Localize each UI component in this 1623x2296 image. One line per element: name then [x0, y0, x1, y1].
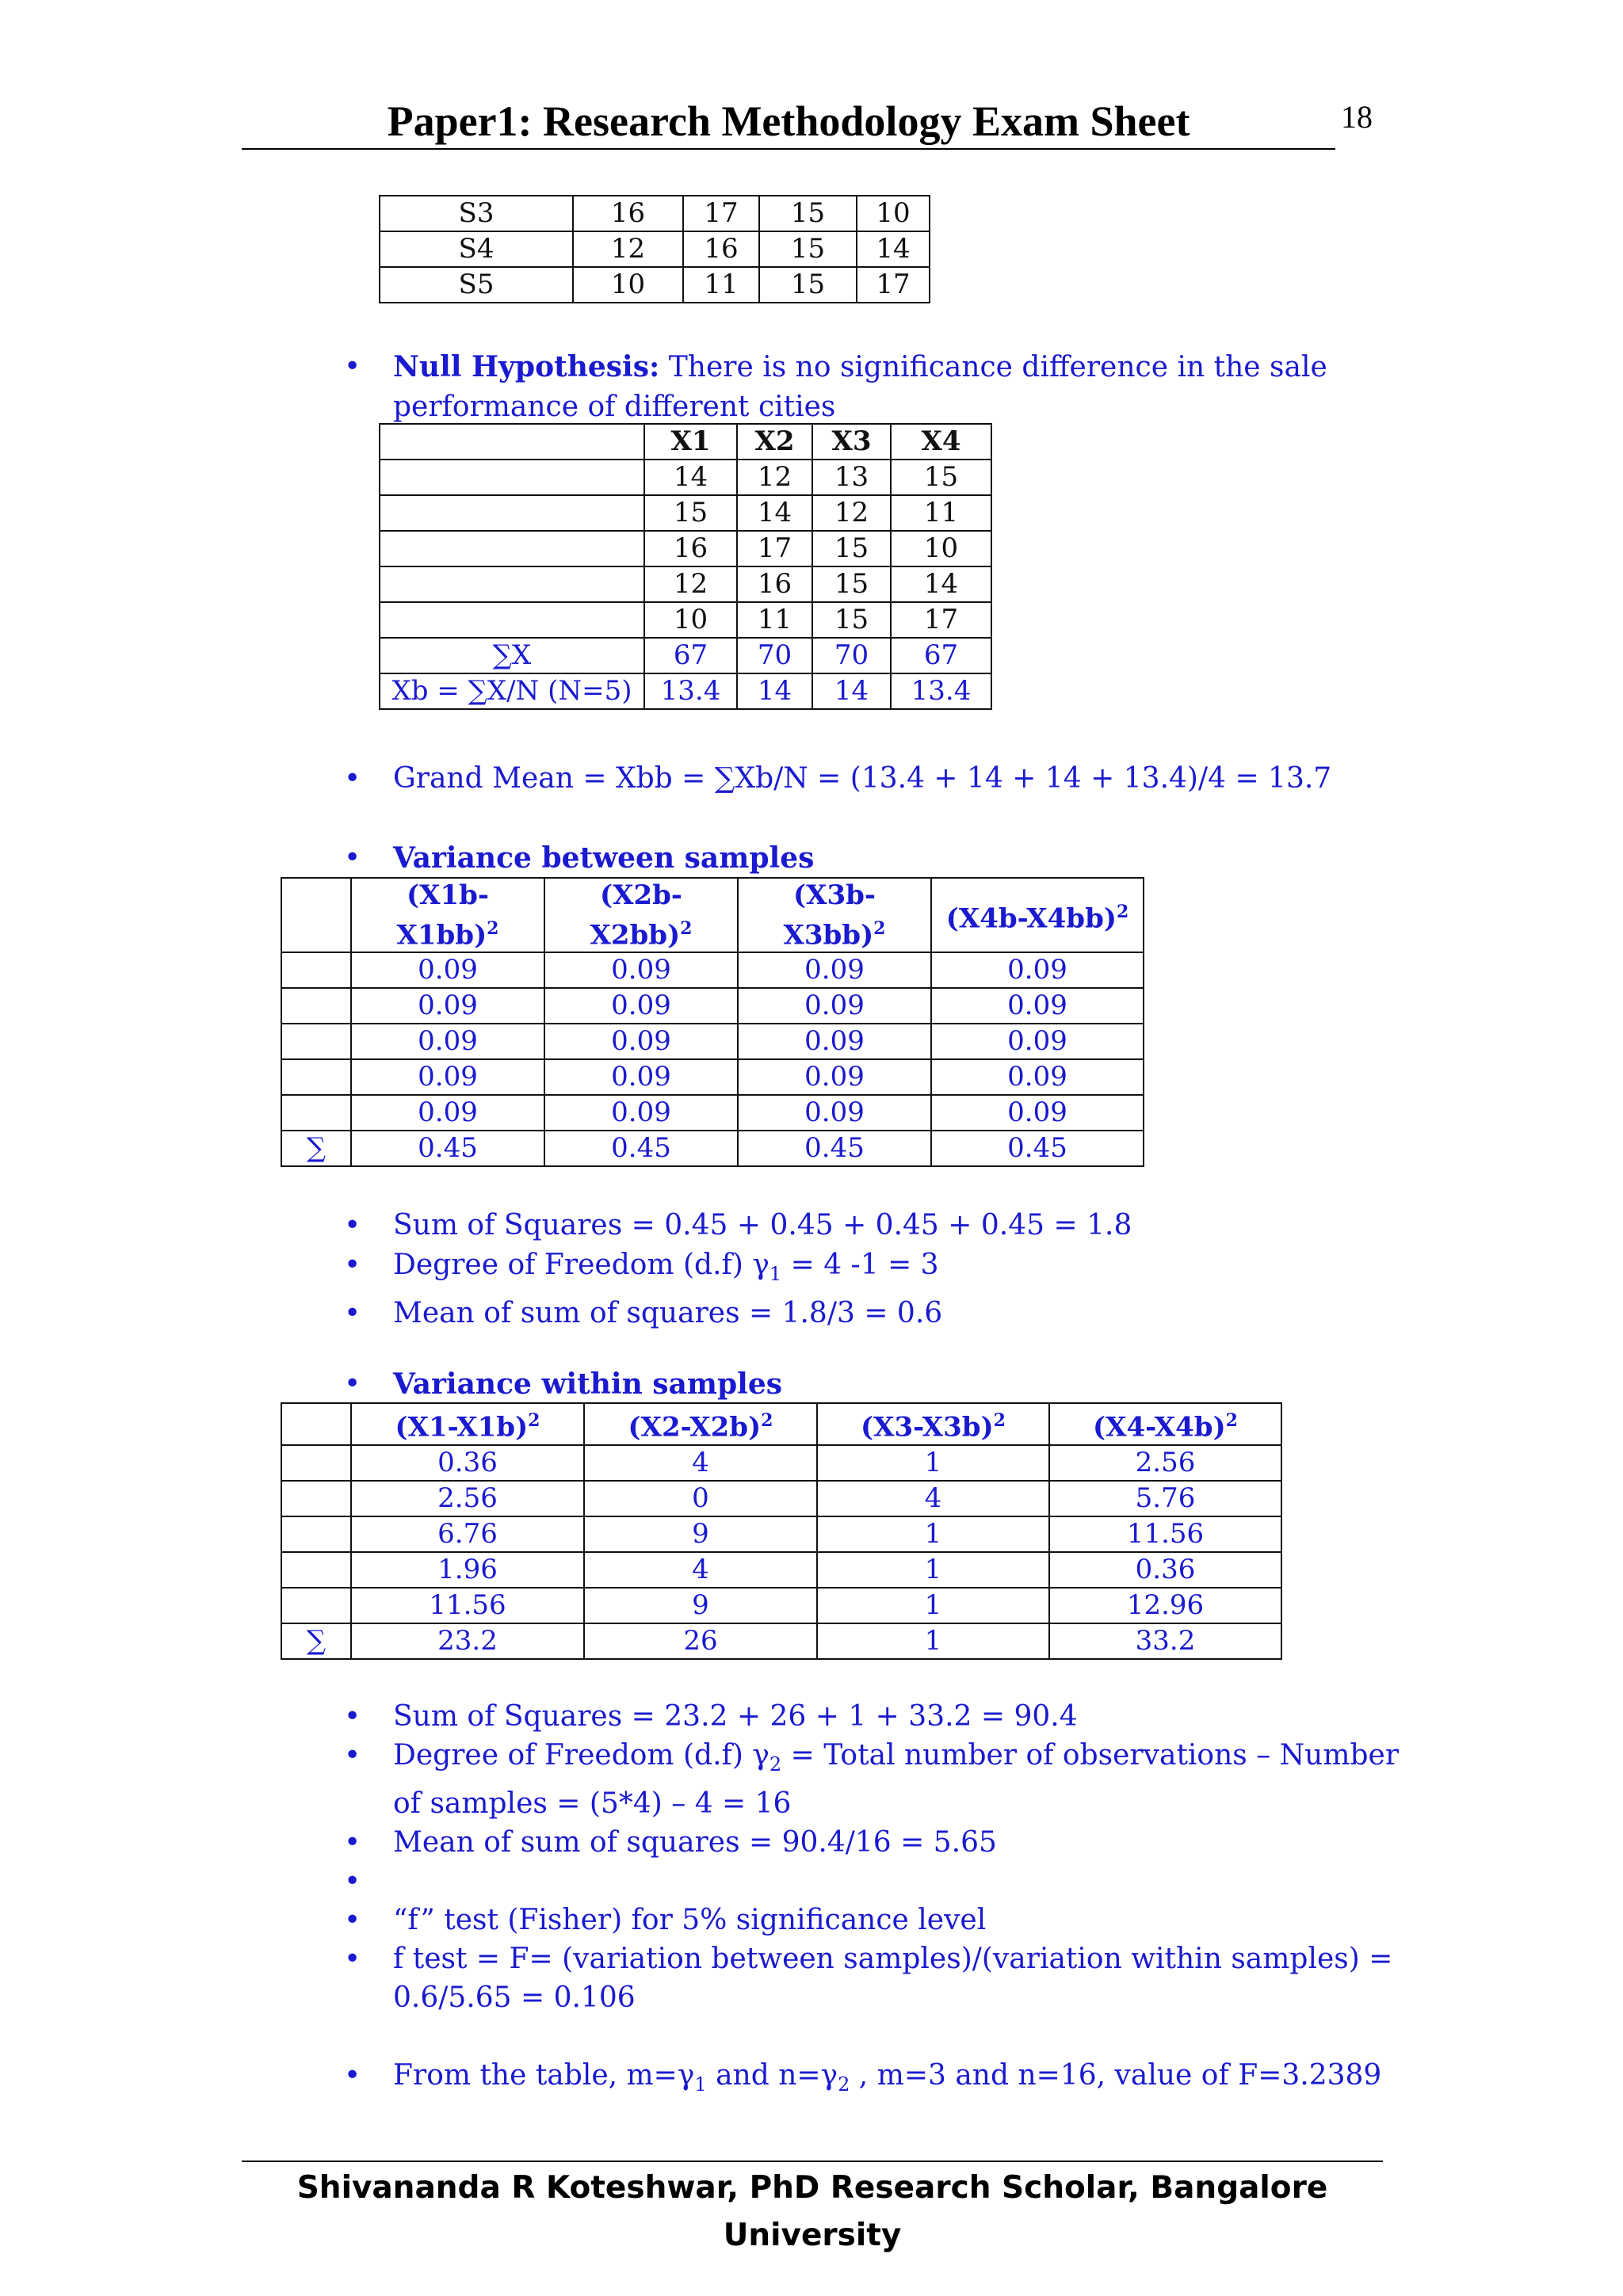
table-cell: 10 [573, 267, 683, 303]
bullet-dot: • [344, 762, 361, 795]
table-cell: S3 [380, 196, 573, 231]
table-cell: 1.96 [351, 1552, 584, 1588]
table-cell: 12 [644, 566, 737, 602]
column-header: $(X4b-X4bb)^2$ [931, 878, 1144, 952]
table-row [281, 1445, 1281, 1481]
table-cell [281, 1445, 351, 1481]
table-cell [281, 1481, 351, 1516]
table-cell: 17 [891, 602, 991, 638]
table-row [380, 460, 991, 495]
ftest-table-text: From the table, m=γ [393, 2059, 695, 2092]
table-cell: 14 [891, 566, 991, 602]
bullet-dot: • [344, 1367, 361, 1400]
bullet-dot: • [344, 1904, 361, 1937]
table-cell: 4 [817, 1481, 1049, 1516]
sum-symbol: ∑ [281, 1623, 351, 1659]
column-header [380, 424, 644, 460]
column-header: X4 [891, 424, 991, 460]
table-cell [281, 1059, 351, 1095]
table-cell: 0.09 [931, 952, 1144, 988]
bullet-dot: • [344, 2059, 361, 2092]
table-cell [281, 1552, 351, 1588]
between-table [281, 877, 1144, 1167]
table-cell: 13.4 [644, 673, 737, 709]
table-cell: 0.09 [738, 1024, 931, 1059]
bullet-dot: • [344, 1297, 361, 1330]
table-cell: 67 [891, 638, 991, 673]
table-cell: 11 [737, 602, 812, 638]
table-cell: 0.09 [351, 952, 544, 988]
df-subscript: 2 [769, 1753, 782, 1776]
bullet-dot: • [344, 841, 361, 874]
table-row [281, 1516, 1281, 1552]
table-cell: 1 [817, 1588, 1049, 1623]
table-cell: 0.09 [544, 952, 738, 988]
table-cell: 67 [644, 638, 737, 673]
table-cell: 11.56 [351, 1588, 584, 1623]
table-cell: 26 [584, 1623, 817, 1659]
within-df: Degree of Freedom (d.f) γ [393, 1739, 769, 1772]
column-header: X2 [737, 424, 812, 460]
table-cell [281, 952, 351, 988]
ftest-formula: f test = F= (variation between samples)/(variation within samples) = [393, 1943, 1393, 1976]
table-row [380, 566, 991, 602]
df-subscript: 1 [769, 1263, 782, 1286]
table-cell: S4 [380, 231, 573, 267]
grand-mean [344, 759, 1423, 799]
table-cell: 23.2 [351, 1623, 584, 1659]
table-row [380, 267, 930, 303]
null-hypothesis-text: There is no significance difference in the sale [668, 351, 1327, 383]
table-cell: 15 [644, 495, 737, 531]
table-cell [281, 1588, 351, 1623]
bullet-dot: • [344, 1943, 361, 1976]
table-cell: 14 [812, 673, 891, 709]
table-cell: 0.09 [931, 1095, 1144, 1131]
table-cell [281, 1516, 351, 1552]
table-row [380, 495, 991, 531]
grand-mean-text: Grand Mean = Xbb = ∑Xb/N = (13.4 + 14 + 14 + 13.4)/4 = 13.7 [393, 762, 1332, 795]
table-cell: 16 [573, 196, 683, 231]
ftest-table-text-2: and n=γ [706, 2059, 838, 2092]
table-cell: 70 [812, 638, 891, 673]
ftest-table-value: , m=3 and n=16, value of F=3.2389 [850, 2059, 1382, 2092]
table-cell: 11 [683, 267, 759, 303]
table-cell: 15 [812, 566, 891, 602]
table-cell [380, 460, 644, 495]
table-cell: 10 [857, 196, 930, 231]
data-table-continued [379, 195, 930, 303]
table-cell: 14 [737, 495, 812, 531]
table-cell: 17 [857, 267, 930, 303]
table-cell: 15 [759, 196, 857, 231]
between-heading [344, 838, 1186, 879]
sum-symbol: ∑ [281, 1131, 351, 1166]
header-rule [242, 148, 1335, 150]
table-cell: 12 [737, 460, 812, 495]
table-cell: 0.09 [351, 1024, 544, 1059]
table-cell: 6.76 [351, 1516, 584, 1552]
null-hypothesis [344, 347, 1392, 427]
column-header: X3 [812, 424, 891, 460]
mean-row [380, 673, 991, 709]
between-ss: Sum of Squares = 0.45 + 0.45 + 0.45 + 0.45 = 1.8 [393, 1209, 1132, 1241]
within-df-value: of samples = (5*4) – 4 = 16 [393, 1787, 792, 1821]
table-cell: 13.4 [891, 673, 991, 709]
table-cell: 12.96 [1049, 1588, 1281, 1623]
table-cell: 10 [891, 531, 991, 566]
bullet-dot: • [344, 1739, 361, 1772]
table-cell: 0.09 [544, 988, 738, 1024]
column-header: $(X3-X3b)^2$ [817, 1403, 1049, 1445]
table-cell: 1 [817, 1445, 1049, 1481]
table-header-row [281, 1403, 1281, 1445]
bullet-dot: • [344, 350, 361, 383]
between-heading-text: Variance between samples [393, 841, 815, 875]
table-cell: 14 [644, 460, 737, 495]
table-cell: 0.09 [544, 1059, 738, 1095]
table-cell: 0.09 [544, 1024, 738, 1059]
table-cell: 4 [584, 1552, 817, 1588]
table-cell: 0.09 [738, 1095, 931, 1131]
bullet-dot: • [344, 1209, 361, 1241]
table-cell: S5 [380, 267, 573, 303]
sum-row [281, 1623, 1281, 1659]
table-cell: 0.09 [738, 952, 931, 988]
bullet-dot: • [344, 1700, 361, 1733]
table-row [281, 1059, 1144, 1095]
table-cell: 12 [812, 495, 891, 531]
table-cell: 10 [644, 602, 737, 638]
table-cell: 15 [891, 460, 991, 495]
table-cell: 33.2 [1049, 1623, 1281, 1659]
table-cell: 15 [759, 231, 857, 267]
within-ms: Mean of sum of squares = 90.4/16 = 5.65 [393, 1826, 997, 1859]
table-row [281, 1588, 1281, 1623]
table-cell: 0.09 [738, 988, 931, 1024]
sum-row [380, 638, 991, 673]
city-sales-table [379, 423, 992, 710]
table-cell: 17 [737, 531, 812, 566]
table-cell: 9 [584, 1516, 817, 1552]
page-number: 18 [1341, 99, 1373, 135]
table-row [281, 988, 1144, 1024]
column-header: (X1b- X1bb)$^2$ [351, 878, 544, 952]
within-table [281, 1402, 1282, 1660]
column-header: X1 [644, 424, 737, 460]
table-header-row [380, 424, 991, 460]
table-cell: 0 [584, 1481, 817, 1516]
table-cell [281, 1024, 351, 1059]
table-cell: 2.56 [1049, 1445, 1281, 1481]
table-cell: 0.09 [738, 1059, 931, 1095]
table-cell: 0.36 [351, 1445, 584, 1481]
sum-row [281, 1131, 1144, 1166]
ftest-heading: “f” test (Fisher) for 5% significance level [393, 1904, 987, 1937]
table-cell: 17 [683, 196, 759, 231]
table-row [380, 196, 930, 231]
table-cell [380, 531, 644, 566]
table-cell: 0.36 [1049, 1552, 1281, 1588]
between-ms: Mean of sum of squares = 1.8/3 = 0.6 [393, 1297, 943, 1330]
table-row [281, 1024, 1144, 1059]
table-cell: 4 [584, 1445, 817, 1481]
table-cell: 0.09 [351, 1095, 544, 1131]
table-cell: 15 [812, 531, 891, 566]
table-cell [281, 988, 351, 1024]
table-cell: 15 [759, 267, 857, 303]
table-cell: 16 [644, 531, 737, 566]
table-row [380, 602, 991, 638]
between-df: Degree of Freedom (d.f) γ [393, 1249, 769, 1281]
gamma1-subscript: 1 [694, 2073, 707, 2096]
table-cell [281, 1095, 351, 1131]
table-cell: 2.56 [351, 1481, 584, 1516]
table-cell: 0.45 [738, 1131, 931, 1166]
table-row [281, 952, 1144, 988]
table-cell: 5.76 [1049, 1481, 1281, 1516]
table-row [281, 1552, 1281, 1588]
table-cell: 9 [584, 1588, 817, 1623]
table-cell: 11 [891, 495, 991, 531]
table-cell: 0.09 [351, 988, 544, 1024]
within-heading [344, 1364, 1186, 1405]
table-cell: 16 [683, 231, 759, 267]
table-cell: 70 [737, 638, 812, 673]
page-footer: Shivananda R Koteshwar, PhD Research Scholar, Bangalore University [296, 2170, 1328, 2253]
table-cell: ∑X [380, 638, 644, 673]
column-header [281, 1403, 351, 1445]
null-hypothesis-text-2: performance of different cities [393, 391, 836, 423]
table-cell: 15 [812, 602, 891, 638]
column-header: $(X4-X4b)^2$ [1049, 1403, 1281, 1445]
table-cell: Xb = ∑X/N (N=5) [380, 673, 644, 709]
table-cell [380, 566, 644, 602]
table-cell: 14 [857, 231, 930, 267]
table-cell: 1 [817, 1623, 1049, 1659]
footer-rule [242, 2161, 1383, 2162]
table-cell [380, 602, 644, 638]
column-header: $(X2-X2b)^2$ [584, 1403, 817, 1445]
table-cell: 0.45 [544, 1131, 738, 1166]
table-header-row [281, 878, 1144, 952]
table-row [380, 231, 930, 267]
bullet-dot: • [344, 1865, 361, 1898]
table-cell [380, 495, 644, 531]
between-df-value: = 4 -1 = 3 [781, 1249, 939, 1281]
column-header [281, 878, 351, 952]
bullet-dot: • [344, 1826, 361, 1859]
page-title: Paper1: Research Methodology Exam Sheet [387, 97, 1190, 145]
within-ss: Sum of Squares = 23.2 + 26 + 1 + 33.2 = 90.4 [393, 1700, 1078, 1733]
within-df-text: = Total number of observations – Number [781, 1739, 1400, 1772]
table-cell: 0.45 [931, 1131, 1144, 1166]
bullet-dot: • [344, 1249, 361, 1281]
table-row [281, 1481, 1281, 1516]
null-hypothesis-label: Null Hypothesis: [393, 350, 660, 383]
between-bullets [344, 1206, 1423, 1333]
table-row [380, 531, 991, 566]
table-cell: 0.45 [351, 1131, 544, 1166]
table-row [281, 1095, 1144, 1131]
table-cell: 0.09 [544, 1095, 738, 1131]
column-header: (X2b- X2bb)$^2$ [544, 878, 738, 952]
table-cell: 1 [817, 1552, 1049, 1588]
table-cell: 0.09 [931, 988, 1144, 1024]
column-header: $(X1-X1b)^2$ [351, 1403, 584, 1445]
gamma2-subscript: 2 [838, 2073, 850, 2096]
within-heading-text: Variance within samples [393, 1367, 783, 1401]
table-cell: 13 [812, 460, 891, 495]
table-cell: 0.09 [931, 1024, 1144, 1059]
column-header: (X3b- X3bb)$^2$ [738, 878, 931, 952]
table-cell: 1 [817, 1516, 1049, 1552]
ftest-value: 0.6/5.65 = 0.106 [393, 1981, 636, 2015]
table-cell: 14 [737, 673, 812, 709]
table-cell: 16 [737, 566, 812, 602]
table-cell: 0.09 [931, 1059, 1144, 1095]
table-cell: 0.09 [351, 1059, 544, 1095]
table-cell: 11.56 [1049, 1516, 1281, 1552]
table-cell: 12 [573, 231, 683, 267]
within-bullets [344, 1697, 1439, 2104]
